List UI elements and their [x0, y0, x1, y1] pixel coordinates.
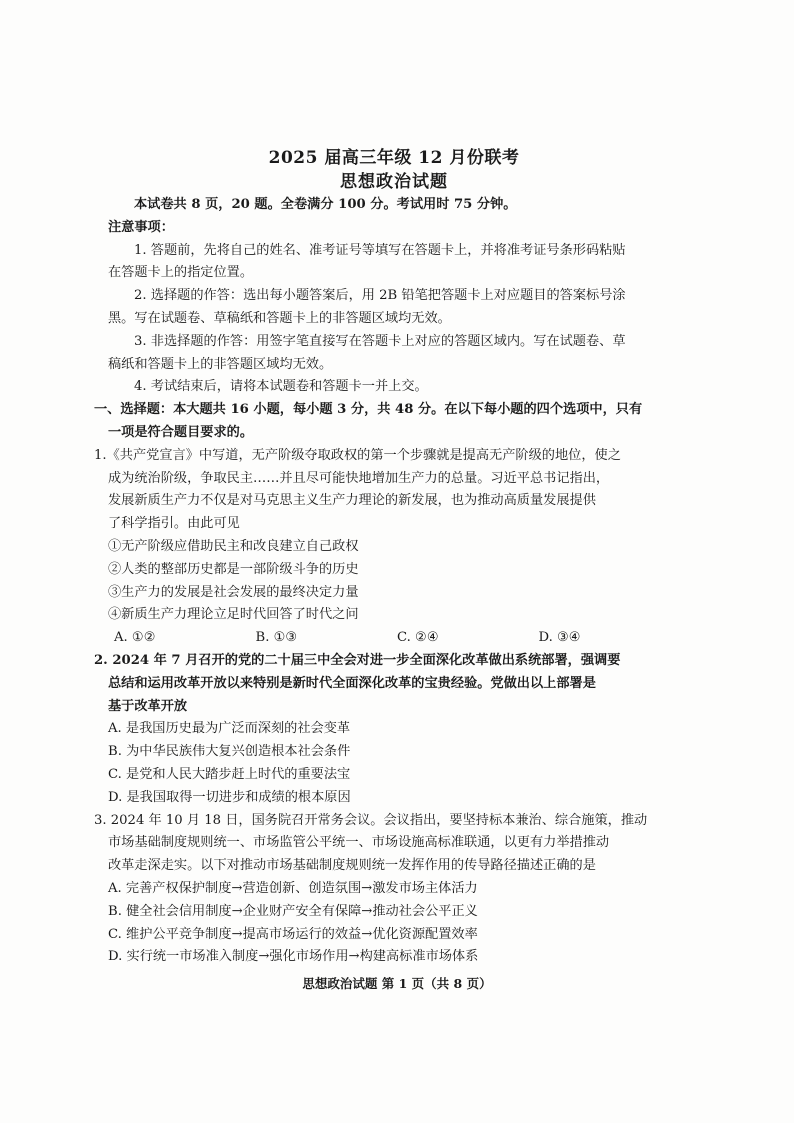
question-stem-line: 总结和运用改革开放以来特别是新时代全面深化改革的宝贵经验。党做出以上部署是 — [108, 675, 596, 691]
question-stem-line: 成为统治阶级，争取民主……并且尽可能快地增加生产力的总量。习近平总书记指出， — [108, 470, 610, 486]
page-content — [94, 146, 680, 969]
question-stem-line: 发展新质生产力不仅是对马克思主义生产力理论的新发展，也为推动高质量发展提供 — [108, 493, 596, 509]
exam-subject-title: 思想政治试题 — [340, 172, 448, 192]
question-stem-line: 3. 2024 年 10 月 18 日，国务院召开常务会议。会议指出，要坚持标本兼治、综合施策，推动 — [94, 812, 648, 828]
notice-item-line: 4. 考试结束后，请将本试题卷和答题卡一并上交。 — [134, 379, 428, 395]
option-c: C. ②④ — [397, 630, 439, 646]
statement: ②人类的整部历史都是一部阶级斗争的历史 — [108, 561, 359, 577]
option-c: C. 是党和人民大踏步赶上时代的重要法宝 — [108, 766, 351, 782]
option-d: D. 是我国取得一切进步和成绩的根本原因 — [108, 789, 351, 805]
question-stem-line: 改革走深走实。以下对推动市场基础制度规则统一发挥作用的传导路径描述正确的是 — [108, 858, 596, 874]
question-stem-line: 2. 2024 年 7 月召开的党的二十届三中全会对进一步全面深化改革做出系统部署，强调要 — [94, 652, 621, 668]
exam-intro: 本试卷共 8 页，20 题。全卷满分 100 分。考试用时 75 分钟。 — [134, 197, 517, 212]
options-row — [108, 627, 680, 650]
notice-item-line: 1. 答题前，先将自己的姓名、准考证号等填写在答题卡上，并将准考证号条形码粘贴 — [134, 242, 626, 258]
question-2 — [94, 650, 680, 810]
notice-item-line: 3. 非选择题的作答：用签字笔直接写在答题卡上对应的答题区域内。写在试题卷、草 — [134, 333, 626, 349]
question-stem-line: 基于改革开放 — [108, 698, 188, 714]
notice-item — [108, 285, 680, 331]
question-1 — [94, 445, 680, 650]
section-heading: 一、选择题：本大题共 16 小题，每小题 3 分，共 48 分。在以下每小题的四个选项中，只有 — [94, 402, 643, 418]
statement: ①无产阶级应借助民主和改良建立自己政权 — [108, 538, 359, 554]
notice-item — [108, 240, 680, 286]
option-b: B. 为中华民族伟大复兴创造根本社会条件 — [108, 744, 351, 760]
notice-item-line: 2. 选择题的作答：选出每小题答案后，用 2B 铅笔把答题卡上对应题目的答案标号涂 — [134, 288, 626, 304]
option-b: B. ①③ — [255, 630, 298, 646]
notice-heading: 注意事项： — [108, 219, 174, 235]
option-b: B. 健全社会信用制度→企业财产安全有保障→推动社会公平正义 — [108, 903, 478, 919]
option-c: C. 维护公平竞争制度→提高市场运行的效益→优化资源配置效率 — [108, 926, 478, 942]
question-stem-line: 了科学指引。由此可见 — [108, 516, 240, 532]
question-stem-line: 1.《共产党宣言》中写道，无产阶级夺取政权的第一个步骤就是提高无产阶级的地位，使之 — [94, 447, 621, 463]
question-stem-line: 市场基础制度规则统一、市场监管公平统一、市场设施高标准联通，以更有力举措推动 — [108, 835, 610, 851]
notice-item-line: 在答题卡上的指定位置。 — [108, 265, 254, 281]
section-heading: 一项是符合题目要求的。 — [108, 424, 254, 440]
statement: ④新质生产力理论立足时代回答了时代之问 — [108, 607, 359, 623]
option-a: A. 是我国历史最为广泛而深刻的社会变革 — [108, 721, 351, 737]
notice-item — [108, 376, 680, 399]
exam-title: 2025 届高三年级 12 月份联考 — [268, 148, 520, 168]
option-d: D. 实行统一市场准入制度→强化市场作用→构建高标准市场体系 — [108, 949, 479, 965]
option-a: A. 完善产权保护制度→营造创新、创造氛围→激发市场主体活力 — [108, 880, 478, 896]
notice-item-line: 黑。写在试题卷、草稿纸和答题卡上的非答题区域均无效。 — [108, 310, 451, 326]
option-a: A. ①② — [114, 630, 156, 646]
notice-item — [108, 331, 680, 377]
notice-item-line: 稿纸和答题卡上的非答题区域均无效。 — [108, 356, 333, 372]
question-3 — [94, 810, 680, 970]
page-footer: 思想政治试题 第 1 页（共 8 页） — [302, 976, 492, 991]
option-d: D. ③④ — [538, 630, 581, 646]
statement: ③生产力的发展是社会发展的最终决定力量 — [108, 584, 359, 600]
